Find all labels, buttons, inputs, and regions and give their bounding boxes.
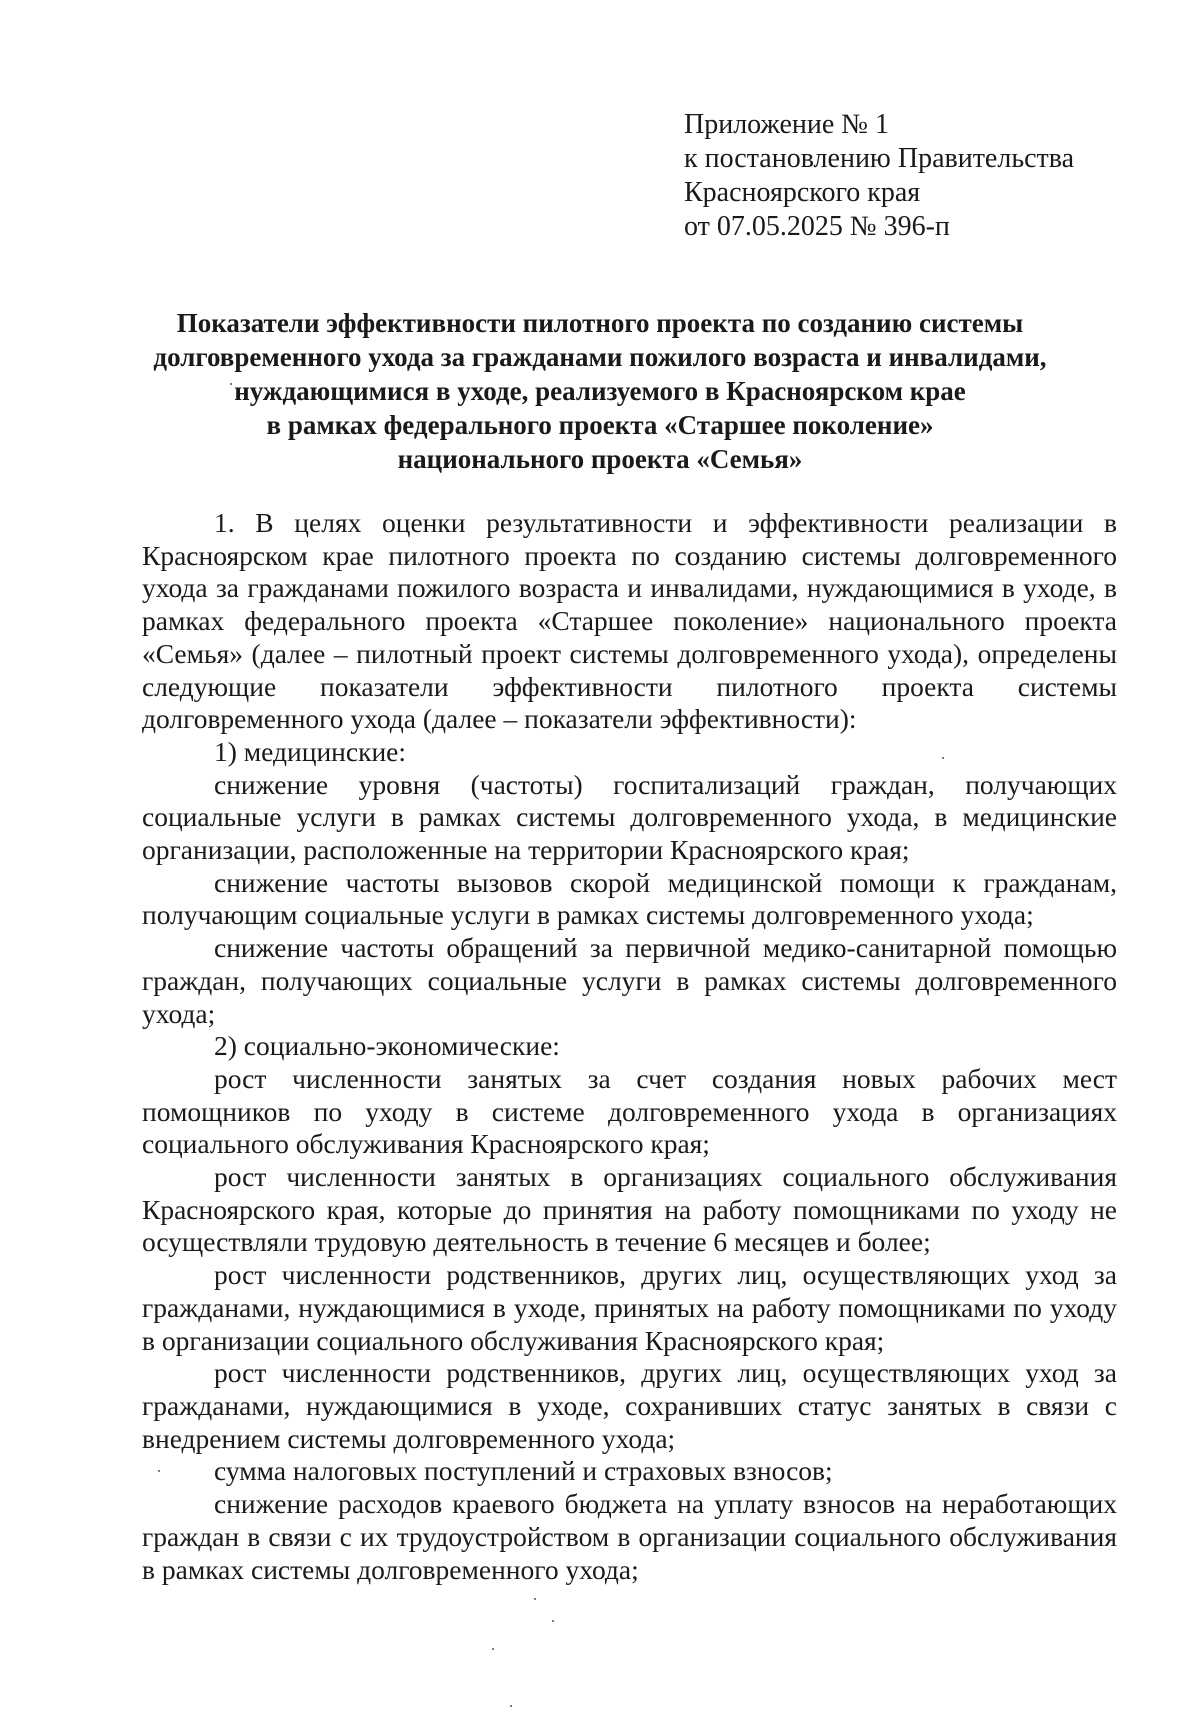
appendix-region: Красноярского края bbox=[684, 177, 921, 208]
appendix-number: Приложение № 1 bbox=[684, 109, 889, 140]
title-line-5: национального проекта «Семья» bbox=[397, 444, 803, 474]
title-line-4: в рамках федерального проекта «Старшее поколение» bbox=[266, 410, 934, 440]
paragraph-medical-heading: 1) медицинские: bbox=[214, 735, 407, 767]
paragraph-socioeconomic-heading: 2) социально-экономические: bbox=[214, 1030, 560, 1062]
paragraph-1: 1. В целях оценки результативности и эффективности реализации в Красноярском крае пилотного проекта по созданию системы долговременного ухода за гражданами пожилого возраста и инвалидами, нуждающимися в уходе, в рамках федерального проекта «Старшее поколение» национального проекта «Семья» (далее – пилотный проект системы долговременного ухода), определены следующие показатели эффективности пилотного проекта системы долговременного ухода (далее – показатели эффективности): bbox=[142, 507, 1117, 735]
scan-speck bbox=[510, 1705, 512, 1707]
scan-speck bbox=[552, 1620, 554, 1622]
paragraph-tax-revenue: сумма налоговых поступлений и страховых взносов; bbox=[214, 1455, 833, 1487]
appendix-date: от 07.05.2025 № 396-п bbox=[684, 211, 950, 242]
paragraph-new-jobs: рост численности занятых за счет создания новых рабочих мест помощников по уходу в системе долговременного ухода в организациях социального обслуживания Красноярского края; bbox=[142, 1062, 1117, 1160]
paragraph-relatives-hired: рост численности родственников, других лиц, осуществляющих уход за гражданами, нуждающимися в уходе, принятых на работу помощниками по уходу в организации социального обслуживания Красноярского края; bbox=[142, 1259, 1117, 1356]
scan-speck bbox=[942, 757, 944, 759]
scan-speck bbox=[492, 1648, 494, 1650]
document-body bbox=[142, 507, 1117, 1586]
appendix-resolution: к постановлению Правительства bbox=[684, 143, 1075, 174]
title-line-1: Показатели эффективности пилотного проекта по созданию системы bbox=[176, 308, 1024, 338]
scan-speck bbox=[230, 383, 232, 385]
paragraph-primary-care: снижение частоты обращений за первичной медико-санитарной помощью граждан, получающих социальные услуги в рамках системы долговременного ухода; bbox=[142, 932, 1117, 1029]
scan-speck bbox=[158, 1470, 160, 1472]
appendix-block bbox=[684, 108, 1164, 244]
document-title bbox=[120, 306, 1080, 476]
paragraph-hospitalization: снижение уровня (частоты) госпитализаций граждан, получающих социальные услуги в рамках системы долговременного ухода, в медицинские организации, расположенные на территории Красноярского края; bbox=[142, 768, 1117, 866]
paragraph-employed-unemployed: рост численности занятых в организациях социального обслуживания Красноярского края, которые до принятия на работу помощниками по уходу не осуществляли трудовую деятельность в течение 6 месяцев и более; bbox=[142, 1161, 1117, 1258]
title-line-2: долговременного ухода за гражданами пожилого возраста и инвалидами, bbox=[153, 342, 1047, 372]
paragraph-relatives-employed: рост численности родственников, других лиц, осуществляющих уход за гражданами, нуждающимися в уходе, сохранивших статус занятых в связи с внедрением системы долговременного ухода; bbox=[142, 1357, 1117, 1454]
scan-speck bbox=[534, 1598, 536, 1600]
paragraph-ambulance: снижение частоты вызовов скорой медицинской помощи к гражданам, получающим социальные услуги в рамках системы долговременного ухода; bbox=[142, 866, 1117, 931]
paragraph-budget-savings: снижение расходов краевого бюджета на уплату взносов на неработающих граждан в связи с их трудоустройством в организации социального обслуживания в рамках системы долговременного ухода; bbox=[142, 1488, 1117, 1585]
title-line-3: нуждающимися в уходе, реализуемого в Красноярском крае bbox=[234, 376, 966, 406]
